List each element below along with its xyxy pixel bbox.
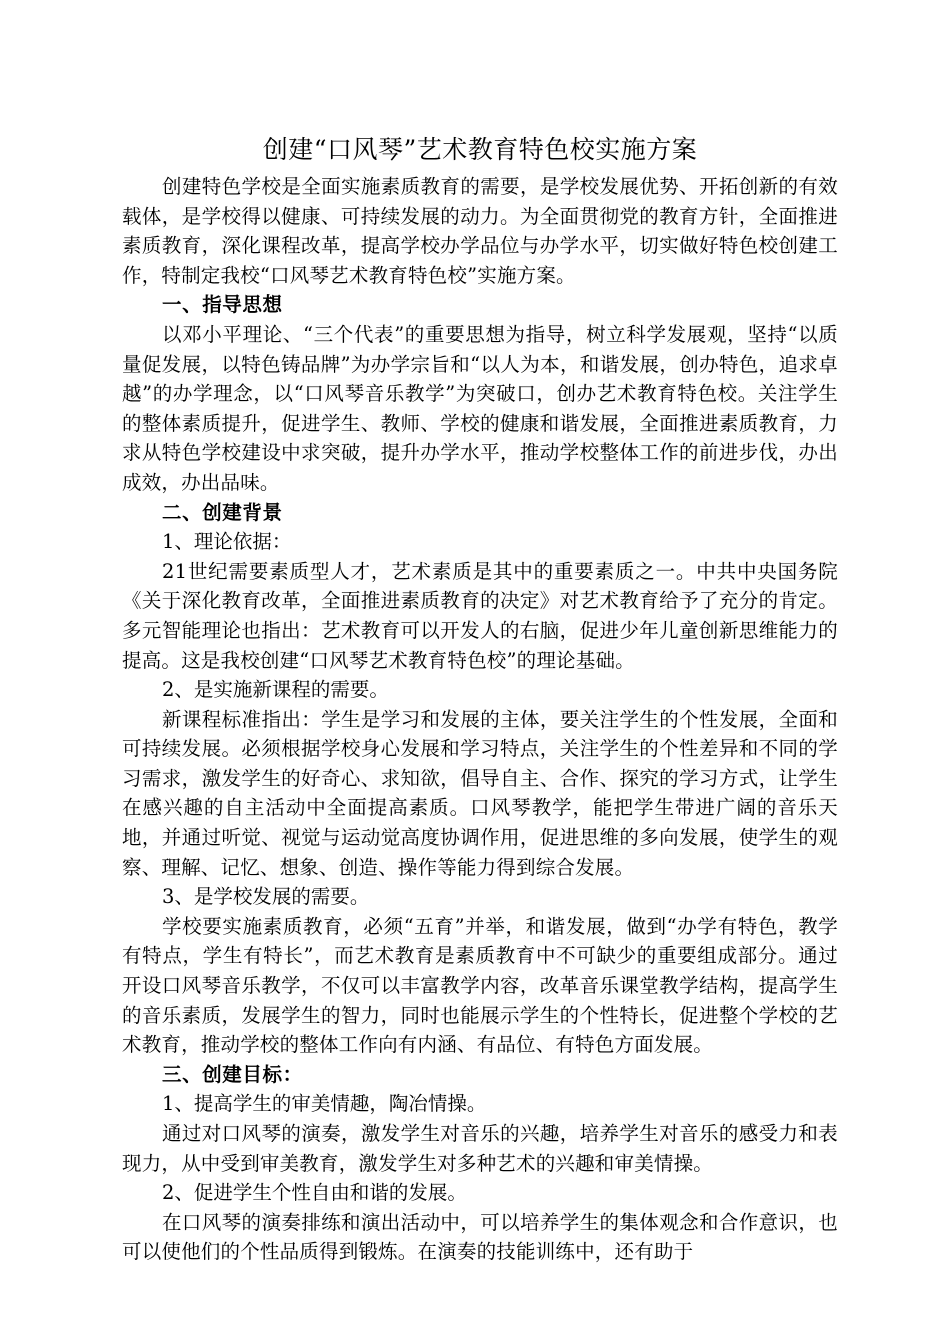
background-item1-paragraph: 21世纪需要素质型人才，艺术素质是其中的重要素质之一。中共中央国务院《关于深化教育改革，全面推进素质教育的决定》对艺术教育给予了充分的肯定。多元智能理论也指出：艺术教育可以开发人的右脑，促进少年儿童创新思维能力的提高。这是我校创建“口风琴艺术教育特色校”的理论基础。 (122, 559, 838, 672)
goals-item2-paragraph: 在口风琴的演奏排练和演出活动中，可以培养学生的集体观念和合作意识，也可以使他们的个性品质得到锻炼。在演奏的技能训练中，还有助于 (122, 1210, 838, 1264)
background-item3-title: 3、是学校发展的需要。 (162, 885, 370, 909)
section-heading-guiding-ideology: 一、指导思想 (162, 293, 283, 317)
guiding-ideology-paragraph: 以邓小平理论、“三个代表”的重要思想为指导，树立科学发展观，坚持“以质量促发展，以特色铸品牌”为办学宗旨和“以人为本，和谐发展，创办特色，追求卓越”的办学理念，以“口风琴音乐教学”为突破口，创办艺术教育特色校。关注学生的整体素质提升，促进学生、教师、学校的健康和谐发展，全面推进素质教育，力求从特色学校建设中求突破，提升办学水平，推动学校整体工作的前进步伐，办出成效，办出品味。 (122, 322, 838, 494)
background-item2-paragraph: 新课程标准指出：学生是学习和发展的主体，要关注学生的个性发展，全面和可持续发展。必须根据学校身心发展和学习特点，关注学生的个性差异和不同的学习需求，激发学生的好奇心、求知欲，倡导自主、合作、探究的学习方式，让学生在感兴趣的自主活动中全面提高素质。口风琴教学，能把学生带进广阔的音乐天地，并通过听觉、视觉与运动觉高度协调作用，促进思维的多向发展，使学生的观察、理解、记忆、想象、创造、操作等能力得到综合发展。 (122, 707, 838, 879)
goals-item1-paragraph: 通过对口风琴的演奏，激发学生对音乐的兴趣，培养学生对音乐的感受力和表现力，从中受到审美教育，激发学生对多种艺术的兴趣和审美情操。 (122, 1122, 838, 1175)
background-item1-title: 1、理论依据： (162, 530, 292, 554)
goals-item1-title: 1、提高学生的审美情趣，陶冶情操。 (162, 1092, 487, 1116)
intro-paragraph: 创建特色学校是全面实施素质教育的需要，是学校发展优势、开拓创新的有效载体，是学校得以健康、可持续发展的动力。为全面贯彻党的教育方针，全面推进素质教育，深化课程改革，提高学校办学品位与办学水平，切实做好特色校创建工作，特制定我校“口风琴艺术教育特色校”实施方案。 (122, 175, 838, 287)
background-item3-paragraph: 学校要实施素质教育，必须“五育”并举，和谐发展，做到“办学有特色，教学有特点，学生有特长”，而艺术教育是素质教育中不可缺少的重要组成部分。通过开设口风琴音乐教学，不仅可以丰富教学内容，改革音乐课堂教学结构，提高学生的音乐素质，发展学生的智力，同时也能展示学生的个性特长，促进整个学校的艺术教育，推动学校的整体工作向有内涵、有品位、有特色方面发展。 (122, 914, 838, 1057)
section-heading-goals: 三、创建目标： (162, 1062, 303, 1086)
document-title: 创建“口风琴”艺术教育特色校实施方案 (262, 135, 698, 164)
section-heading-background: 二、创建背景 (162, 500, 283, 524)
background-item2-title: 2、是实施新课程的需要。 (162, 678, 389, 702)
goals-item2-title: 2、促进学生个性自由和谐的发展。 (162, 1181, 467, 1205)
